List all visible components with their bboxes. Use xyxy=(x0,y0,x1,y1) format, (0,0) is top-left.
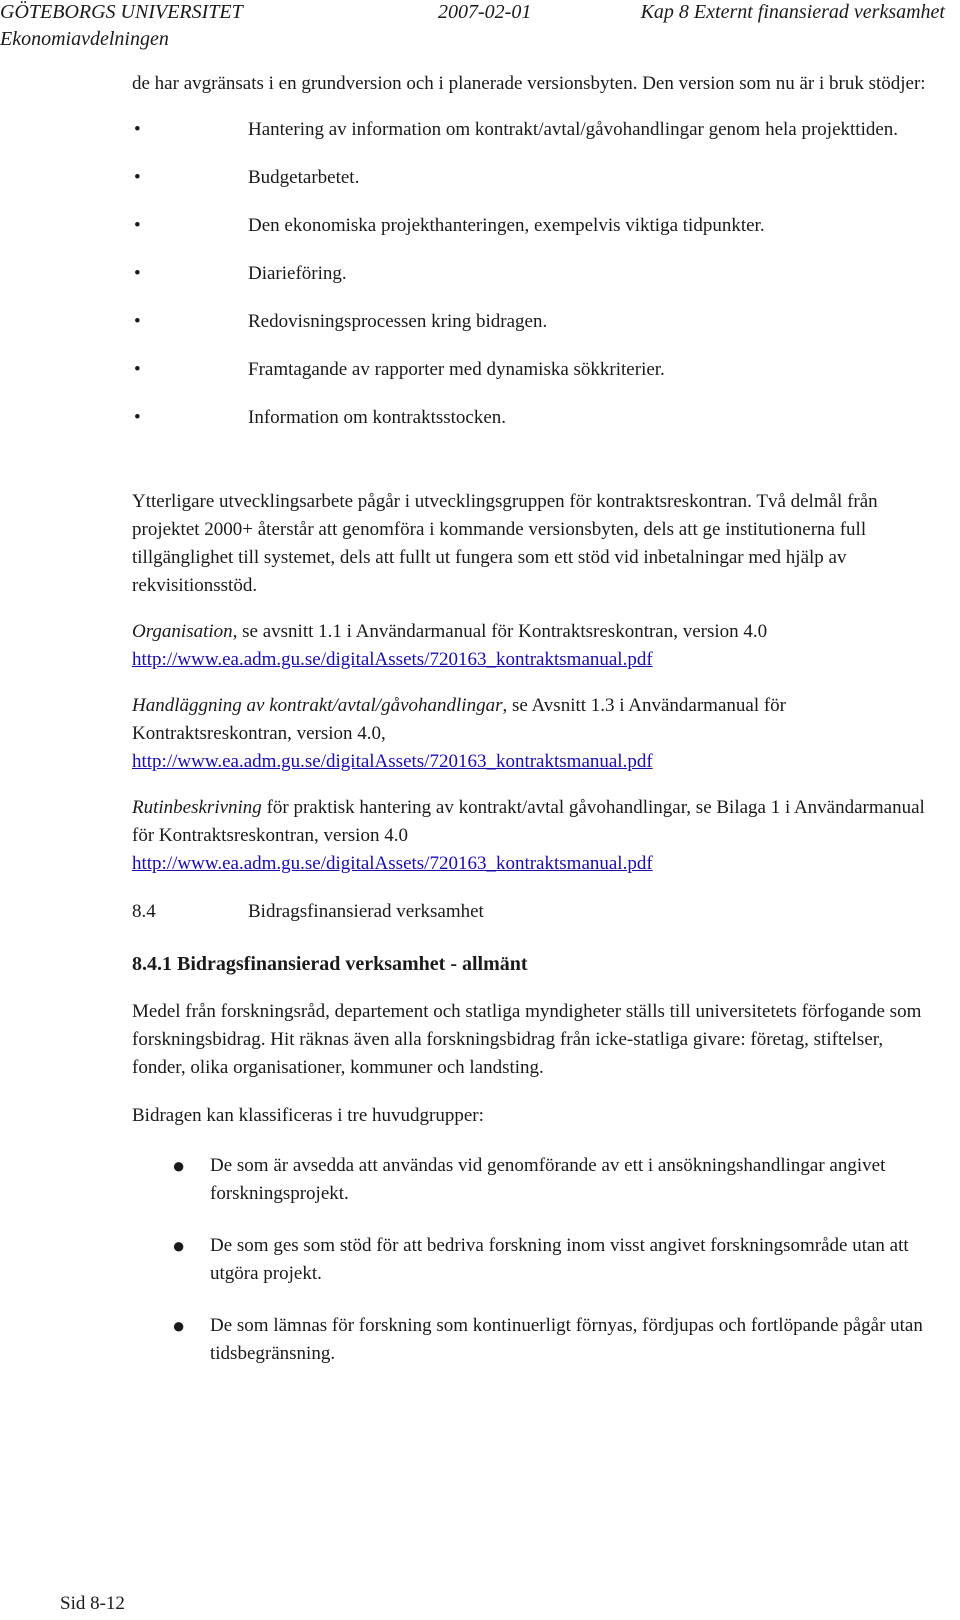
bullet-icon: • xyxy=(134,215,141,236)
header-date: 2007-02-01 xyxy=(438,1,532,23)
header-university: GÖTEBORGS UNIVERSITET xyxy=(0,1,243,23)
reference-text: , se Avsnitt 1.3 i Användarmanual för Kontraktsreskontran, version 4.0, xyxy=(132,695,787,744)
reference-title: Rutinbeskrivning xyxy=(132,797,262,818)
reference-text: för praktisk hantering av kontrakt/avtal gåvohandlingar, se Bilaga 1 i Användarmanual för Kontraktsreskontran, version 4.0 xyxy=(132,797,925,846)
header-department: Ekonomiavdelningen xyxy=(0,28,169,50)
feature-item: • Hantering av information om kontrakt/avtal/gåvohandlingar genom hela projekttiden. xyxy=(132,116,932,144)
reference-text: , se avsnitt 1.1 i Användarmanual för Kontraktsreskontran, version 4.0 xyxy=(232,621,768,642)
bullet-icon: ● xyxy=(172,1153,186,1178)
grants-paragraph: Medel från forskningsråd, departement och statliga myndigheter ställs till universitetets förfogande som forskningsbidrag. Hit räknas även alla forskningsbidrag från icke-statliga givare: företag, stiftelser, fonder, olika organisationer, kommuner och landsting. xyxy=(132,1001,922,1078)
reference-title: Organisation xyxy=(132,621,233,642)
intro-paragraph: de har avgränsats i en grundversion och i planerade versionsbyten. Den version som nu är i bruk stödjer: xyxy=(132,73,926,94)
reference-handling xyxy=(132,692,932,776)
grant-group-item: ● De som lämnas för forskning som kontinuerligt förnyas, fördjupas och fortlöpande pågår utan tidsbegränsning. xyxy=(172,1313,923,1364)
feature-item: • Framtagande av rapporter med dynamiska sökkriterier. xyxy=(132,356,932,384)
section-heading-8-4-1: 8.4.1 Bidragsfinansierad verksamhet - allmänt xyxy=(132,953,528,975)
bullet-icon: • xyxy=(134,263,141,284)
grant-group-item: ● De som ges som stöd för att bedriva forskning inom visst angivet forskningsområde utan att utgöra projekt. xyxy=(172,1233,909,1284)
manual-link[interactable]: http://www.ea.adm.gu.se/digitalAssets/720163_kontraktsmanual.pdf xyxy=(132,649,653,670)
grant-group-item: ● De som är avsedda att användas vid genomförande av ett i ansökningshandlingar angivet forskningsprojekt. xyxy=(172,1153,886,1204)
bullet-icon: • xyxy=(134,167,141,188)
feature-item: • Information om kontraktsstocken. xyxy=(132,404,932,432)
reference-title: Handläggning av kontrakt/avtal/gåvohandlingar xyxy=(132,695,503,716)
manual-link[interactable]: http://www.ea.adm.gu.se/digitalAssets/720163_kontraktsmanual.pdf xyxy=(132,751,653,772)
bullet-icon: • xyxy=(134,359,141,380)
feature-list xyxy=(132,116,932,432)
section-title: Bidragsfinansierad verksamhet xyxy=(248,901,484,922)
feature-item: • Budgetarbetet. xyxy=(132,164,932,192)
bullet-icon: ● xyxy=(172,1233,186,1258)
page-number: Sid 8-12 xyxy=(60,1593,125,1614)
bullet-icon: ● xyxy=(172,1313,186,1338)
feature-item: • Redovisningsprocessen kring bidragen. xyxy=(132,308,932,336)
header-chapter: Kap 8 Externt finansierad verksamhet xyxy=(640,1,945,23)
feature-item: • Den ekonomiska projekthanteringen, exempelvis viktiga tidpunkter. xyxy=(132,212,932,240)
manual-link[interactable]: http://www.ea.adm.gu.se/digitalAssets/720163_kontraktsmanual.pdf xyxy=(132,853,653,874)
groups-intro: Bidragen kan klassificeras i tre huvudgrupper: xyxy=(132,1105,484,1126)
section-number: 8.4 xyxy=(132,901,156,922)
bullet-icon: • xyxy=(134,407,141,428)
bullet-icon: • xyxy=(134,119,141,140)
bullet-icon: • xyxy=(134,311,141,332)
reference-organisation xyxy=(132,618,932,674)
reference-routine xyxy=(132,794,932,878)
section-heading-8-4 xyxy=(132,898,932,926)
grant-groups-list xyxy=(0,1152,932,1368)
feature-item: • Diarieföring. xyxy=(132,260,932,288)
document-body xyxy=(132,70,932,1392)
development-paragraph: Ytterligare utvecklingsarbete pågår i utvecklingsgruppen för kontraktsreskontran. Två delmål från projektet 2000+ återstår att genomföra i kommande versionsbyten, dels att ge institutionerna full tillgänglighet till systemet, dels att fullt ut fungera som ett stöd vid inbetalningar med hjälp av rekvisitionsstöd. xyxy=(132,491,878,596)
